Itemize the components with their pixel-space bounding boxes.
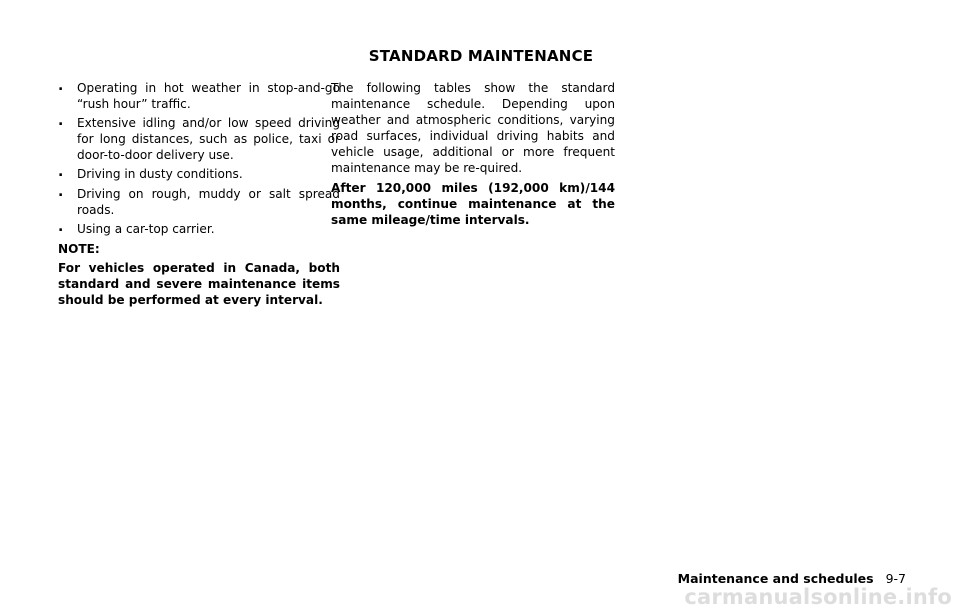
watermark: carmanualsonline.info xyxy=(684,585,952,609)
footer-section-name: Maintenance and schedules xyxy=(677,571,874,586)
list-item xyxy=(58,115,340,163)
bullet-dot-icon: . xyxy=(58,113,64,130)
list-item-text: Driving on rough, muddy or salt spread roads. xyxy=(77,186,340,217)
intro-paragraph: The following tables show the standard maintenance schedule. Depending upon weather and atmospheric conditions, varying road surfaces, individual driving habits and vehicle usage, additional or more frequent maintenance may be re-quired. xyxy=(331,81,615,176)
left-column xyxy=(58,80,340,311)
condition-list xyxy=(58,80,340,237)
bullet-dot-icon: . xyxy=(58,78,64,94)
list-item-text: Driving in dusty conditions. xyxy=(77,167,243,182)
page-number: 9-7 xyxy=(885,571,906,586)
list-item xyxy=(58,183,340,218)
list-item-text: Extensive idling and/or low speed driving for long distances, such as police, taxi or door-to-door delivery use. xyxy=(77,116,340,163)
note-text: For vehicles operated in Canada, both standard and severe maintenance items should be performed at every interval. xyxy=(58,260,340,308)
bullet-dot-icon: . xyxy=(58,164,64,181)
bullet-dot-icon: . xyxy=(58,218,64,235)
note-label: NOTE: xyxy=(58,241,100,256)
list-item xyxy=(58,80,340,112)
interval-note: After 120,000 miles (192,000 km)/144 months, continue maintenance at the same mileage/time intervals. xyxy=(331,180,615,227)
list-item-text: Using a car-top carrier. xyxy=(77,221,215,236)
list-item-text: Operating in hot weather in stop-and-go “rush hour” traffic. xyxy=(77,81,340,112)
right-column xyxy=(331,80,615,231)
section-title: STANDARD MAINTENANCE xyxy=(368,47,594,65)
bullet-dot-icon: . xyxy=(58,183,64,200)
list-item xyxy=(58,218,340,237)
list-item xyxy=(58,166,340,182)
